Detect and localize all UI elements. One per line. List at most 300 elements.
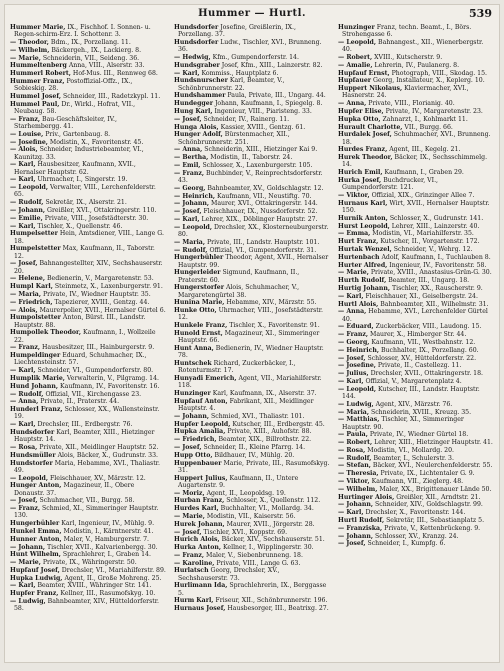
directory-entry	[338, 124, 494, 131]
entry-details: Tischler, X., Quellenstr. 46.	[37, 222, 123, 230]
entry-details: Private, IX., Lichtentaler G. 9.	[380, 470, 475, 478]
entry-details: Zahnarzt, I., Kohlmarkt 11.	[382, 115, 468, 123]
entry-details: Kassier, XVIII., Gentzg. 61.	[220, 123, 306, 131]
entry-name: Hund Johann,	[10, 382, 59, 390]
directory-entry	[174, 529, 330, 536]
entry-name: — Leopold,	[174, 223, 213, 231]
directory-entry	[174, 322, 330, 329]
entry-name: — Maria,	[338, 408, 369, 416]
entry-name: Hupfauf Anton,	[174, 397, 228, 405]
entry-name: Hunt Anna,	[174, 344, 214, 352]
entry-details: Theodor, Agent, XVII., Hernalser Hauptstr. 99.	[178, 254, 329, 269]
directory-entry	[174, 398, 330, 412]
directory-entry	[174, 521, 330, 528]
entry-details: Offizial, XIX., Grinzinger Allee 7.	[371, 191, 475, 199]
entry-details: Private, IV., Wiedner Hauptstr. 35.	[42, 290, 151, 298]
entry-details: Modistin, VII., Kaiserstr. 56.	[206, 512, 296, 520]
directory-entry	[338, 70, 494, 77]
directory-entry	[174, 224, 330, 238]
directory-entry	[338, 62, 494, 69]
column-3	[338, 24, 494, 657]
entry-name: — Robert,	[338, 54, 373, 61]
entry-details: Hausbesitzer, Kaufmann, XVII., Hernalser Hauptstr. 62.	[14, 161, 136, 176]
directory-entry	[174, 284, 330, 298]
entry-name: Hungerleider	[174, 269, 221, 277]
entry-details: Agent, II., Große Mohreng. 25.	[64, 574, 162, 582]
entry-name: Hunner Anton,	[10, 535, 62, 543]
entry-details: Schneiderin, XVIII., Kreuzg. 35.	[370, 408, 472, 416]
entry-details: Verwalterin, V., Pilgramg. 14.	[66, 374, 159, 382]
directory-entry	[10, 260, 166, 274]
entry-details: Paula, Private, III., Ungarg. 44.	[227, 92, 326, 100]
entry-name: — Friedrich,	[10, 298, 53, 306]
entry-name: Hurdes Karl,	[174, 505, 219, 513]
directory-entry	[338, 177, 494, 191]
entry-details: Schneider, III., Radetzkypl. 11.	[63, 92, 161, 100]
entry-name: Hupka Ludwig,	[10, 574, 63, 582]
entry-name: — Karl,	[10, 161, 36, 169]
entry-details: Drechsler, X., Favoritenstr. 144.	[365, 509, 466, 517]
directory-entry	[338, 439, 494, 446]
directory-entry	[10, 291, 166, 298]
entry-details: Private, II., Castellezg. 11.	[377, 362, 462, 370]
entry-name: — Marie,	[338, 269, 369, 277]
entry-name: Hunina Marie,	[174, 299, 225, 307]
entry-name: — Ludwig,	[10, 598, 46, 606]
directory-entry	[338, 509, 494, 516]
entry-name: Huppenbauer	[174, 459, 222, 467]
entry-details: Buchhalter, VI., Mollardg. 34.	[220, 505, 314, 513]
entry-name: Hungerbühler	[174, 254, 224, 262]
entry-name: Hurban Franz,	[174, 497, 225, 505]
entry-name: — Karl,	[10, 582, 36, 590]
directory-entry	[10, 575, 166, 582]
entry-name: — Paula,	[338, 431, 368, 439]
directory-entry	[10, 367, 166, 374]
directory-entry	[10, 590, 166, 597]
entry-details: Hof-Mus. III., Rennweg 68.	[72, 70, 158, 78]
directory-entry	[10, 375, 166, 382]
entry-name: — Rudolf,	[174, 246, 208, 254]
entry-details: Schmied, XVI., Thaliastr. 101.	[211, 412, 305, 420]
entry-details: Bahnangestellter, XIV., Sechshauserstr. 20.	[14, 260, 163, 275]
directory-entry	[338, 540, 494, 547]
entry-name: — Franz,	[10, 115, 41, 123]
entry-name: — Josef,	[174, 528, 202, 536]
directory-entry	[338, 238, 494, 245]
directory-entry	[174, 170, 330, 184]
entry-details: Ludw., Tischler, XVI., Brunneng. 36.	[178, 39, 322, 54]
entry-details: Sprachlehrer, I., Graben 14.	[62, 551, 151, 559]
entry-details: Bäcker, IX., Sechsschimmelg. 14.	[342, 154, 488, 169]
directory-entry	[338, 347, 494, 354]
directory-entry	[338, 39, 494, 53]
entry-name: Hummel Josef,	[10, 92, 62, 100]
directory-entry	[338, 293, 494, 300]
directory-entry	[174, 254, 330, 268]
directory-entry	[338, 386, 494, 400]
entry-name: — Bertha,	[174, 154, 209, 162]
entry-details: Kaufmann, VII., Westbahnstr. 12.	[371, 338, 476, 346]
directory-entry	[10, 275, 166, 282]
entry-details: Verwalter, VIII., Lerchenfelderstr. 65.	[14, 184, 156, 199]
directory-entry	[338, 116, 494, 123]
entry-name: — Alois,	[10, 146, 38, 154]
entry-details: Offizial, V., Margaretenplatz 4.	[365, 377, 462, 385]
entry-details: Bäckergeh., IX., Lackierg. 8.	[51, 46, 142, 54]
directory-entry	[10, 207, 166, 214]
directory-entry	[10, 475, 166, 482]
entry-name: Huppert Nikolaus,	[338, 85, 403, 93]
directory-entry	[174, 54, 330, 61]
entry-details: Private, VIII., Florianig. 40.	[368, 100, 455, 108]
directory-entry	[10, 101, 166, 115]
entry-details: Priv., Gartenbaug. 8.	[45, 130, 111, 138]
entry-details: Fleischhauer, XV., Märzstr. 12.	[50, 474, 146, 482]
entry-details: Kommiss., Hauptplatz 6.	[201, 69, 279, 77]
directory-entry	[174, 39, 330, 53]
directory-entry	[338, 409, 494, 416]
entry-name: Hurka Anton,	[174, 544, 221, 552]
directory-entry	[338, 108, 494, 115]
entry-name: — Karl,	[10, 421, 36, 429]
directory-entry	[10, 199, 166, 206]
directory-entry	[10, 398, 166, 405]
entry-name: — Heinrich,	[338, 346, 380, 354]
directory-entry	[338, 54, 494, 61]
entry-details: Schuhmacher, VII., Burgg. 58.	[39, 497, 135, 505]
entry-name: Humpeldinger	[10, 352, 61, 360]
directory-entry	[10, 215, 166, 222]
directory-entry	[338, 478, 494, 485]
entry-name: — Robert,	[338, 439, 373, 447]
entry-name: Hurtl Alois,	[338, 300, 379, 308]
entry-name: — Johann,	[10, 206, 46, 214]
entry-details: Private, XII., Meidlinger Hauptstr. 52.	[39, 443, 159, 451]
entry-details: Alois, Schuhmacher, V., Margaretengürtel 38.	[178, 284, 300, 299]
entry-name: — Leopold,	[338, 39, 377, 46]
entry-details: Maler, XX., Brigittenauer Lände 50.	[379, 485, 492, 493]
entry-name: Hurault Charlotte,	[338, 123, 403, 131]
entry-details: Agent, VII., Mariahilferstr. 118.	[178, 374, 322, 390]
entry-details: Richard, Zuckerbäcker, I., Rotenturmstr. 17.	[178, 359, 296, 375]
directory-entry	[338, 370, 494, 377]
directory-entry	[338, 277, 494, 284]
entry-name: Hunkel Emma,	[10, 527, 62, 535]
directory-entry	[174, 490, 330, 497]
entry-name: Hunderl Franz,	[10, 406, 63, 414]
directory-entry	[338, 262, 494, 269]
entry-details: Private, VIII., Josefstädterstr. 30.	[44, 214, 149, 222]
entry-name: — Leopold,	[10, 184, 49, 192]
directory-entry	[174, 100, 330, 107]
directory-entry	[338, 24, 494, 38]
entry-name: Hurt Franz,	[338, 238, 379, 246]
directory-entry	[174, 567, 330, 581]
directory-entry	[174, 513, 330, 520]
entry-details: Adolf, Kaufmann, I., Tuchlauben 8.	[381, 253, 491, 261]
entry-name: — Amalie,	[338, 61, 373, 69]
entry-name: — Josef,	[10, 260, 38, 268]
directory-entry	[338, 230, 494, 237]
entry-details: Lehrer, XIII., Lainzerstr. 40.	[391, 222, 480, 230]
entry-details: Drechsler, XVII., Ottakringerstr. 18.	[370, 370, 483, 378]
entry-name: — Josef,	[174, 208, 202, 216]
entry-name: Hupka Amalia,	[174, 428, 226, 436]
entry-name: — Anna,	[174, 146, 203, 154]
entry-details: Bahnbeamter, XII., Wilhelmstr. 31.	[380, 300, 489, 308]
entry-details: Buchdrucker, VI., Gumpendorferstr. 121.	[342, 176, 439, 192]
entry-name: — Stefan,	[338, 462, 371, 470]
entry-details: Bäcker, XIV., Sechshauserstr. 51.	[221, 536, 325, 544]
directory-entry	[174, 390, 330, 397]
entry-name: Hurter Alfred,	[338, 261, 388, 269]
entry-details: Bau-Geschäftsleiter, IV., Starhembergg. 41.	[14, 115, 117, 130]
entry-name: Hurnaus Karl,	[338, 199, 388, 207]
directory-entry	[174, 360, 330, 374]
directory-entry	[174, 460, 330, 474]
directory-entry	[10, 55, 166, 62]
entry-details: Alois, Bäcker, X., Gudrunstr. 33.	[57, 451, 158, 459]
entry-name: — Karl,	[10, 367, 36, 375]
entry-name: — Marie,	[10, 559, 41, 567]
entry-details: Modistin, X., Favoritenstr. 45.	[49, 138, 144, 146]
columns	[10, 24, 494, 657]
directory-entry	[174, 452, 330, 459]
directory-entry	[338, 533, 494, 540]
entry-details: Maria, Hebamme, XVI., Thaliastr. 49.	[14, 459, 160, 474]
entry-details: Marie, Private, III., Rasumofskyg. 31.	[178, 459, 330, 474]
entry-name: Hundsnurscher	[174, 77, 228, 85]
entry-name: — Viktor,	[338, 478, 370, 486]
entry-details: Bürstenmacher, XII., Schönbrunnerstr. 251.	[178, 131, 290, 146]
entry-name: Humpolstetter	[10, 314, 61, 322]
entry-details: Tapezierer, XVIII., Gentzg. 44.	[54, 298, 150, 306]
entry-name: Hunkele Franz,	[174, 322, 228, 330]
directory-entry	[338, 323, 494, 330]
entry-details: Agent, II., Leopoldsg. 19.	[206, 489, 286, 497]
entry-name: Humpelstetter	[10, 245, 61, 253]
entry-name: — Julius,	[338, 370, 369, 378]
directory-entry	[338, 308, 494, 322]
entry-details: Schneider, XIV., Goldschlagstr. 99.	[375, 501, 483, 509]
entry-details: Fleischhauer, XI., Geiselbergstr. 24.	[365, 292, 478, 300]
directory-entry	[10, 184, 166, 198]
entry-name: — Emma,	[338, 230, 371, 238]
directory-entry	[10, 314, 166, 328]
directory-entry	[10, 551, 166, 558]
entry-details: Bahnbeamter, XV., Goldschlagstr. 12.	[207, 184, 324, 192]
directory-entry	[338, 246, 494, 253]
entry-name: Hurtak Wenzel,	[338, 245, 392, 253]
entry-name: Hupfauer	[338, 77, 372, 85]
directory-entry	[174, 536, 330, 543]
entry-details: Modistin, VI., Mariahilferstr. 35.	[372, 230, 474, 238]
directory-entry	[10, 429, 166, 443]
running-title: Hummer — Hurtl.	[198, 8, 306, 19]
entry-details: VII., Burgg. 66.	[404, 123, 453, 131]
entry-name: Hummerl Robert,	[10, 70, 71, 78]
directory-entry	[10, 93, 166, 100]
entry-name: — Franz,	[10, 344, 41, 352]
entry-name: — Moriz,	[174, 489, 205, 497]
entry-details: Sprachlehrerin, IX., Berggasse 5.	[178, 582, 327, 597]
directory-entry	[174, 116, 330, 123]
directory-entry	[10, 520, 166, 527]
directory-entry	[174, 193, 330, 200]
directory-entry	[174, 475, 330, 489]
directory-entry	[10, 598, 166, 612]
entry-name: — Matthias,	[338, 416, 380, 424]
entry-name: Humplik Marie,	[10, 374, 65, 382]
directory-entry	[338, 339, 494, 346]
entry-details: Dr., Wirkl., Hofrat, VII., Neubaug. 58.	[14, 100, 136, 115]
entry-details: Private, III., Landstr. Hauptstr. 101.	[206, 238, 320, 246]
entry-name: Hurlatsch	[174, 567, 209, 575]
entry-name: — Wilhelm,	[10, 46, 50, 54]
entry-name: — Georg,	[338, 338, 370, 346]
entry-details: Bäcker, XVI., Neulerchenfelderstr. 55.	[372, 462, 493, 470]
entry-name: — Friedrich,	[174, 436, 217, 444]
directory-entry	[174, 428, 330, 435]
directory-entry	[338, 285, 494, 292]
directory-entry	[174, 330, 330, 344]
entry-name: — Rudolf,	[338, 454, 372, 462]
entry-name: — Wilhelm,	[338, 485, 378, 493]
entry-details: Maurer, X., Himberger Str. 44.	[370, 331, 467, 339]
directory-entry	[174, 131, 330, 145]
entry-details: Schmied, XI., Simmeringer Hauptstr. 130.	[14, 505, 159, 520]
entry-details: Uhrmacher, I., Singerstr. 19.	[37, 176, 128, 184]
entry-details: Drechsler, VI., Mariahilferstr. 89.	[61, 566, 166, 574]
entry-name: — Helene,	[10, 275, 46, 283]
entry-name: — Johann,	[174, 412, 210, 420]
directory-entry	[174, 299, 330, 306]
entry-name: — Franz,	[174, 169, 205, 177]
directory-entry	[338, 269, 494, 276]
directory-entry	[174, 146, 330, 153]
entry-name: — Viktor,	[338, 191, 370, 199]
entry-name: — Emilie,	[10, 214, 43, 222]
directory-entry	[338, 362, 494, 369]
entry-name: — Rudolf,	[10, 199, 44, 207]
entry-name: Hurtig Johann,	[338, 284, 391, 292]
entry-details: Karl, Beamter, XIII., Hietzinger Hauptstr. 14.	[14, 428, 155, 444]
directory-entry	[174, 108, 330, 115]
entry-details: Buchhalter, IX., Porzellang. 60.	[380, 346, 479, 354]
entry-name: — Maria,	[174, 238, 205, 246]
entry-details: Schneiderin, VII., Seideng. 36.	[42, 54, 140, 62]
entry-details: Karl, Kaufmann, IX., Alserstr. 37.	[212, 389, 317, 397]
entry-details: Bdm., IX., Porzellang. 11.	[50, 39, 131, 46]
entry-details: Schneider, Industriebeamter, VI., Kaunitzg. 33.	[14, 146, 144, 161]
entry-details: Schlosser, XV., Kranzg. 24.	[375, 532, 459, 540]
entry-details: Modistin, I., Kärntnerstr. 41.	[63, 527, 154, 535]
entry-name: Hunzinger	[174, 389, 211, 397]
entry-details: Greißler, XVI., Ottakringerstr. 110.	[47, 206, 157, 214]
entry-name: Hummeltenberg	[10, 62, 67, 70]
page-header	[4, 4, 500, 24]
entry-details: Schuhmacher, XVI., Brunneng. 18.	[342, 131, 491, 146]
entry-details: Schlosser, X., Gudrunstr. 141.	[389, 214, 484, 222]
directory-entry	[174, 605, 330, 612]
entry-name: Hunt Wilhelm,	[10, 551, 61, 559]
directory-entry	[10, 62, 166, 69]
entry-name: Huppert Julius,	[174, 474, 228, 482]
directory-entry	[174, 124, 330, 131]
directory-entry	[174, 269, 330, 283]
directory-entry	[338, 455, 494, 462]
directory-entry	[174, 200, 330, 207]
entry-name: Hundegger	[174, 100, 213, 108]
directory-entry	[10, 299, 166, 306]
directory-entry	[338, 131, 494, 145]
entry-name: — Alois,	[10, 306, 38, 314]
directory-entry	[338, 192, 494, 199]
directory-entry	[338, 525, 494, 532]
entry-details: Zuckerbäcker, VIII., Laudong. 15.	[375, 323, 482, 331]
entry-details: Schneider, I., Kumpfg. 6.	[367, 540, 446, 548]
entry-details: Photograph, VIII., Skodag. 15.	[391, 69, 487, 77]
entry-details: Maurer, XVII., Jörgerstr. 28.	[226, 520, 315, 528]
directory-page	[4, 4, 500, 663]
directory-entry	[174, 497, 330, 504]
entry-details: Maler, V., Hamburgerstr. 7.	[63, 535, 149, 543]
directory-entry	[174, 208, 330, 215]
entry-details: Private, IX., Währingerstr. 50.	[42, 559, 137, 567]
entry-details: Schneider, IV., Rainerg. 11.	[203, 115, 290, 123]
entry-name: Hurtl Rudolf,	[338, 517, 385, 525]
entry-name: Hunzinger	[338, 24, 375, 31]
entry-name: Hupp Otto,	[174, 451, 213, 459]
entry-name: Hurich Alois,	[174, 536, 220, 544]
entry-name: Hunold Ernst,	[174, 329, 223, 337]
entry-name: — Karl,	[338, 377, 364, 385]
entry-details: Hausbesorger, III., Beatrixg. 27.	[227, 605, 329, 613]
entry-details: Karl, Beamter, V., Schönbrunnerstr. 22.	[178, 77, 285, 92]
entry-details: Kaufmann, I., Graben 29.	[384, 169, 464, 177]
entry-details: Kutscher, III., Landstr. Hauptstr. 144.	[342, 385, 480, 400]
entry-details: Lehrer, XIII., Hietzinger Hauptstr. 41.	[374, 439, 493, 447]
directory-entry	[10, 452, 166, 459]
entry-details: Josefine, Greißlerin, IX., Porzellang. 37.	[178, 24, 296, 39]
entry-name: — Franz,	[174, 551, 205, 559]
entry-details: Fabrikant, XII., Meidlinger Hauptstr. 4.	[178, 397, 314, 412]
directory-entry	[10, 230, 166, 244]
entry-details: Schneider, VI., Gumpendorferstr. 80.	[37, 367, 154, 375]
directory-entry	[10, 536, 166, 543]
entry-name: Huntschek	[174, 359, 212, 367]
directory-entry	[10, 116, 166, 130]
directory-entry	[10, 352, 166, 366]
entry-details: Schlosser, XX., Wallensteinstr. 19.	[14, 406, 160, 421]
directory-entry	[174, 92, 330, 99]
entry-name: — Anna,	[338, 308, 367, 316]
entry-name: — Maria,	[10, 290, 41, 298]
directory-entry	[10, 497, 166, 504]
entry-details: Tischler, XVI., Koppstr. 69.	[203, 528, 288, 536]
directory-entry	[10, 176, 166, 183]
entry-details: Anton, Bürst. III., Landstr. Hauptstr. 88.	[14, 314, 146, 329]
entry-details: Beamter, III., Ungarg. 18.	[388, 277, 470, 285]
directory-entry	[174, 444, 330, 451]
entry-name: Hurm Karl,	[174, 597, 214, 605]
entry-name: Hurich Emil,	[338, 169, 383, 177]
directory-entry	[338, 77, 494, 84]
directory-entry	[338, 254, 494, 261]
entry-name: Hundstorfer	[10, 459, 53, 467]
entry-name: Humpollek Theodor,	[10, 329, 82, 337]
